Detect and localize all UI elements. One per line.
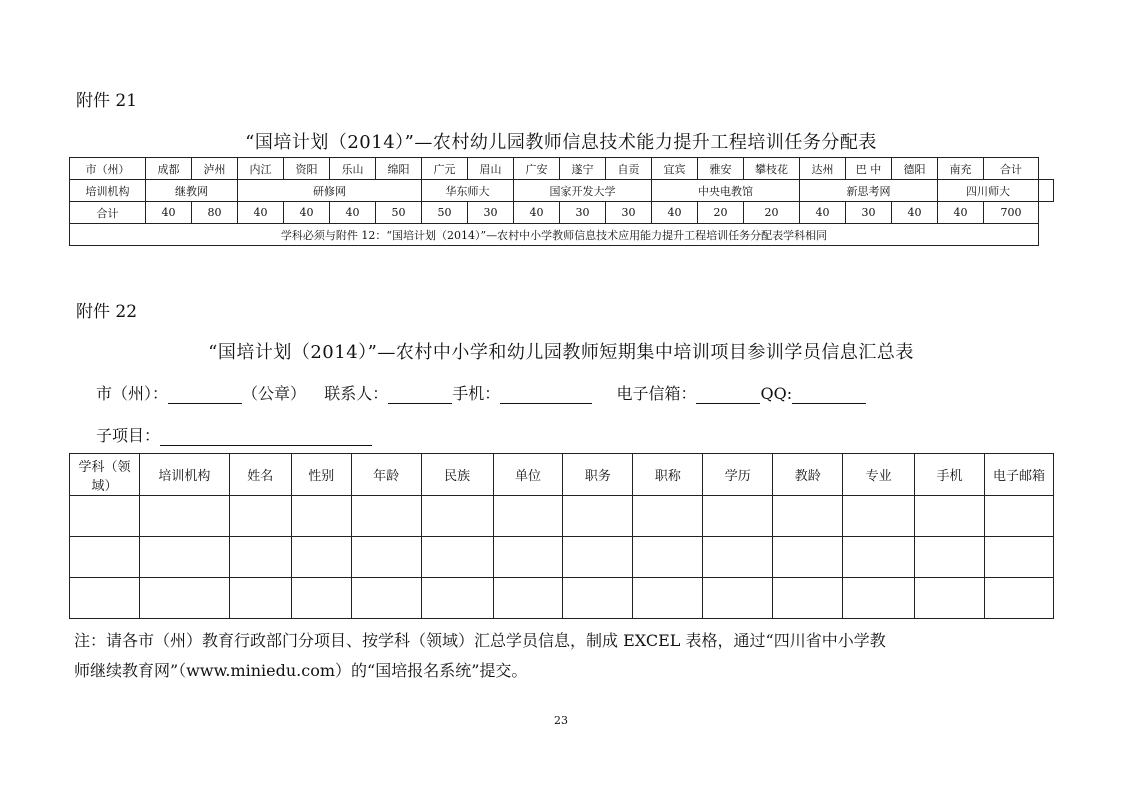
column-header: 职务 [563, 454, 633, 496]
table-cell[interactable] [70, 537, 140, 578]
quota-cell: 30 [468, 202, 514, 224]
total-header: 合计 [984, 158, 1039, 180]
attachment-22-label: 附件 22 [76, 302, 138, 322]
table-cell[interactable] [139, 578, 229, 619]
table-cell[interactable] [633, 496, 703, 537]
subproject-field-blank[interactable] [160, 427, 372, 446]
table-cell[interactable] [563, 537, 633, 578]
contact-form-line [96, 381, 1056, 404]
table-cell[interactable] [351, 496, 421, 537]
institution-row [70, 180, 1054, 202]
column-header: 学科（领域） [70, 454, 140, 496]
quota-cell: 40 [938, 202, 984, 224]
attachment-21-title: “国培计划（2014）”—农村幼儿园教师信息技术能力提升工程培训任务分配表 [245, 132, 877, 153]
institution-cell: 继教网 [146, 180, 238, 202]
table-cell[interactable] [421, 537, 493, 578]
phone-field-blank[interactable] [500, 385, 592, 404]
institution-cell: 中央电教馆 [652, 180, 800, 202]
city-cell: 宜宾 [652, 158, 698, 180]
city-cell: 广元 [422, 158, 468, 180]
institution-cell: 四川师大 [938, 180, 1039, 202]
table-cell[interactable] [70, 496, 140, 537]
quota-cell: 50 [376, 202, 422, 224]
table-cell[interactable] [139, 496, 229, 537]
table-cell[interactable] [139, 537, 229, 578]
city-cell: 眉山 [468, 158, 514, 180]
city-cell: 巴 中 [846, 158, 892, 180]
institution-cell: 华东师大 [422, 180, 514, 202]
table-cell[interactable] [351, 578, 421, 619]
city-cell: 成都 [146, 158, 192, 180]
table-cell[interactable] [421, 578, 493, 619]
city-cell: 德阳 [892, 158, 938, 180]
note-line-2: 师继续教育网”（www.miniedu.com）的“国培报名系统”提交。 [74, 661, 528, 680]
trainee-header-row [70, 454, 1054, 496]
city-cell: 绵阳 [376, 158, 422, 180]
table-cell[interactable] [70, 578, 140, 619]
institution-cell: 国家开发大学 [514, 180, 652, 202]
column-header: 电子邮箱 [985, 454, 1054, 496]
column-header: 学历 [703, 454, 773, 496]
institution-header: 培训机构 [70, 180, 146, 202]
table-cell[interactable] [843, 537, 915, 578]
city-cell: 广安 [514, 158, 560, 180]
table-cell[interactable] [985, 578, 1054, 619]
phone-field-label: 手机： [452, 384, 501, 403]
column-header: 培训机构 [139, 454, 229, 496]
contact-field-blank[interactable] [388, 385, 452, 404]
table-cell[interactable] [291, 578, 351, 619]
city-cell: 乐山 [330, 158, 376, 180]
table-cell[interactable] [493, 496, 563, 537]
table-row [70, 496, 1054, 537]
table-footnote: 学科必须与附件 12：“国培计划（2014）”—农村中小学教师信息技术应用能力提升工程培训任务分配表学科相同 [70, 224, 1039, 246]
table-cell[interactable] [229, 496, 291, 537]
column-header: 手机 [915, 454, 985, 496]
seal-label: （公章） [242, 384, 307, 403]
city-cell: 资阳 [284, 158, 330, 180]
table-cell[interactable] [915, 496, 985, 537]
quota-cell: 40 [284, 202, 330, 224]
table-cell[interactable] [773, 578, 843, 619]
city-cell: 泸州 [192, 158, 238, 180]
city-cell: 攀枝花 [744, 158, 800, 180]
table-cell[interactable] [633, 537, 703, 578]
city-header: 市（州） [70, 158, 146, 180]
table-cell[interactable] [291, 537, 351, 578]
column-header: 职称 [633, 454, 703, 496]
table-cell[interactable] [915, 578, 985, 619]
table-row [70, 537, 1054, 578]
city-field-label: 市（州）： [96, 384, 169, 403]
table-cell[interactable] [985, 496, 1054, 537]
quota-cell: 40 [330, 202, 376, 224]
table-cell[interactable] [703, 578, 773, 619]
email-field-label: 电子信箱： [616, 384, 697, 403]
quota-row [70, 202, 1054, 224]
table-cell[interactable] [229, 578, 291, 619]
table-cell[interactable] [843, 496, 915, 537]
institution-empty-cell [1039, 180, 1054, 202]
column-header: 年龄 [351, 454, 421, 496]
trainee-info-table [69, 453, 1054, 619]
table-cell[interactable] [563, 496, 633, 537]
column-header: 教龄 [773, 454, 843, 496]
column-header: 姓名 [229, 454, 291, 496]
column-header: 性别 [291, 454, 351, 496]
email-field-blank[interactable] [696, 385, 760, 404]
quota-cell: 40 [800, 202, 846, 224]
note-line-1: 注：请各市（州）教育行政部门分项目、按学科（领域）汇总学员信息，制成 EXCEL 表格，通过“四川省中小学教 [74, 631, 886, 650]
institution-cell: 新思考网 [800, 180, 938, 202]
table-cell[interactable] [421, 496, 493, 537]
city-cell: 雅安 [698, 158, 744, 180]
city-field-blank[interactable] [168, 385, 242, 404]
subproject-field-label: 子项目： [96, 426, 161, 445]
quota-cell: 40 [514, 202, 560, 224]
table-cell[interactable] [703, 537, 773, 578]
column-header: 专业 [843, 454, 915, 496]
table-cell[interactable] [351, 537, 421, 578]
city-cell: 自贡 [606, 158, 652, 180]
table-cell[interactable] [843, 578, 915, 619]
contact-field-label: 联系人： [324, 384, 389, 403]
institution-cell: 研修网 [238, 180, 422, 202]
column-header: 民族 [421, 454, 493, 496]
quota-total: 700 [984, 202, 1039, 224]
quota-cell: 80 [192, 202, 238, 224]
footnote-row [70, 224, 1054, 246]
table-cell[interactable] [773, 496, 843, 537]
qq-field-label: QQ: [760, 384, 793, 403]
table-cell[interactable] [773, 537, 843, 578]
city-cell: 遂宁 [560, 158, 606, 180]
table-cell[interactable] [985, 537, 1054, 578]
quota-cell: 40 [238, 202, 284, 224]
submission-note [74, 626, 1054, 686]
quota-cell: 30 [846, 202, 892, 224]
quota-cell: 30 [560, 202, 606, 224]
table-cell[interactable] [229, 537, 291, 578]
city-cell: 内江 [238, 158, 284, 180]
table-cell[interactable] [563, 578, 633, 619]
subproject-line [96, 423, 372, 446]
quota-cell: 40 [146, 202, 192, 224]
page-number: 23 [554, 714, 568, 727]
table-cell[interactable] [291, 496, 351, 537]
table-cell[interactable] [493, 537, 563, 578]
quota-cell: 40 [892, 202, 938, 224]
table-cell[interactable] [633, 578, 703, 619]
quota-cell: 20 [744, 202, 800, 224]
table-row [70, 578, 1054, 619]
sum-label: 合计 [70, 202, 146, 224]
table-cell[interactable] [915, 537, 985, 578]
allocation-table [69, 157, 1054, 246]
city-cell: 达州 [800, 158, 846, 180]
attachment-21-label: 附件 21 [76, 91, 138, 111]
table-cell[interactable] [703, 496, 773, 537]
attachment-22-title: “国培计划（2014）”—农村中小学和幼儿园教师短期集中培训项目参训学员信息汇总表 [208, 342, 914, 363]
column-header: 单位 [493, 454, 563, 496]
city-cell: 南充 [938, 158, 984, 180]
quota-cell: 30 [606, 202, 652, 224]
quota-cell: 20 [698, 202, 744, 224]
qq-field-blank[interactable] [792, 385, 866, 404]
table-cell[interactable] [493, 578, 563, 619]
quota-cell: 50 [422, 202, 468, 224]
city-row [70, 158, 1054, 180]
quota-cell: 40 [652, 202, 698, 224]
